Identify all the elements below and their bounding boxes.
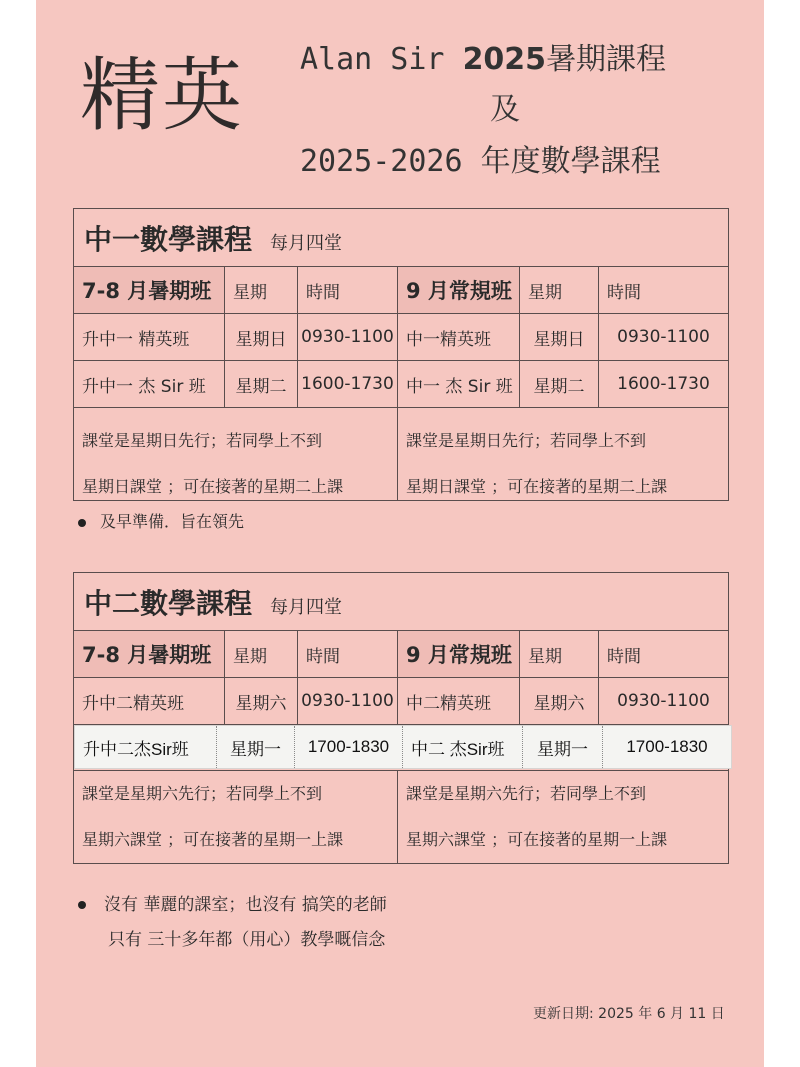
header-summer-class: 7-8 月暑期班 xyxy=(74,631,225,677)
class-time: 1700-1830 xyxy=(295,726,403,768)
form2-notes-row xyxy=(74,771,728,863)
table-row xyxy=(74,678,728,725)
table-row xyxy=(74,314,728,361)
class-weekday: 星期六 xyxy=(520,678,599,724)
header-time: 時間 xyxy=(298,267,398,313)
class-time: 0930-1100 xyxy=(617,691,710,711)
form2-subtitle: 每月四堂 xyxy=(270,597,343,618)
header-weekday: 星期 xyxy=(225,631,298,677)
form1-notes-row xyxy=(74,408,728,500)
heading-math-course: 年度數學課程 xyxy=(480,144,661,179)
class-time: 0930-1100 xyxy=(298,678,398,724)
header-weekday: 星期 xyxy=(520,631,599,677)
form1-table-title xyxy=(74,209,728,267)
form1-title: 中一數學課程 xyxy=(84,223,253,256)
note-line: 星期日課堂 ；可在接著的星期二上課 xyxy=(82,477,344,496)
class-weekday: 星期一 xyxy=(523,726,603,768)
class-name: 升中二精英班 xyxy=(74,678,225,724)
class-name: 中二精英班 xyxy=(398,678,520,724)
note-line: 星期日課堂 ；可在接著的星期二上課 xyxy=(406,477,668,496)
form1-note-summer xyxy=(74,408,398,500)
bullet-dot-icon xyxy=(78,901,86,909)
footer-line-2: 只有 三十多年都（用心）教學嘅信念 xyxy=(108,930,386,950)
form1-header-row xyxy=(74,267,728,314)
class-time: 0930-1100 xyxy=(617,327,710,347)
heading-summer-course: 暑期課程 xyxy=(546,42,667,77)
class-name: 中一 杰 Sir 班 xyxy=(398,361,520,407)
class-weekday: 星期六 xyxy=(225,678,298,724)
header-regular-class: 9 月常規班 xyxy=(398,267,520,313)
form2-table-title xyxy=(74,573,728,631)
form1-bullet-note xyxy=(78,509,244,532)
heading-line-2: 及 xyxy=(490,92,520,127)
form1-subtitle: 每月四堂 xyxy=(270,233,343,254)
class-name: 中二 杰Sir班 xyxy=(403,726,523,768)
note-line: 課堂是星期日先行；若同學上不到 xyxy=(82,431,323,450)
header-weekday: 星期 xyxy=(520,267,599,313)
heading-academic-years: 2025-2026 xyxy=(300,144,463,179)
form2-header-row xyxy=(74,631,728,678)
note-line: 星期六課堂 ；可在接著的星期一上課 xyxy=(82,830,344,849)
form2-note-summer xyxy=(74,771,398,863)
form1-note-regular xyxy=(398,408,722,500)
heading-line-1 xyxy=(300,40,666,80)
header-regular-class: 9 月常規班 xyxy=(398,631,520,677)
table-row xyxy=(74,361,728,408)
heading-line-3 xyxy=(300,140,661,184)
class-weekday: 星期二 xyxy=(225,361,298,407)
header-time: 時間 xyxy=(298,631,398,677)
note-line: 課堂是星期六先行；若同學上不到 xyxy=(406,784,647,803)
class-time: 1700-1830 xyxy=(626,737,708,756)
form2-course-table xyxy=(73,572,729,864)
note-line: 課堂是星期日先行；若同學上不到 xyxy=(406,431,647,450)
note-line: 課堂是星期六先行；若同學上不到 xyxy=(82,784,323,803)
note-line: 星期六課堂 ；可在接著的星期一上課 xyxy=(406,830,668,849)
footer-line-1: 沒有 華麗的課室；也沒有 搞笑的老師 xyxy=(104,895,387,915)
header-time: 時間 xyxy=(607,282,641,303)
class-time: 0930-1100 xyxy=(298,314,398,360)
header-weekday: 星期 xyxy=(225,267,298,313)
bullet-dot-icon xyxy=(78,519,86,527)
heading-year: 2025 xyxy=(462,42,547,77)
form2-title: 中二數學課程 xyxy=(84,587,253,620)
class-name: 中一精英班 xyxy=(398,314,520,360)
pasted-schedule-row xyxy=(75,726,731,768)
update-date: 更新日期: 2025 年 6 月 11 日 xyxy=(533,1006,725,1022)
class-name: 升中二杰Sir班 xyxy=(75,726,217,768)
class-name: 升中一 精英班 xyxy=(74,314,225,360)
footer-bullet xyxy=(78,890,387,915)
header-time: 時間 xyxy=(607,646,641,667)
class-time: 1600-1730 xyxy=(298,361,398,407)
heading-teacher-name: Alan Sir xyxy=(300,42,445,77)
class-weekday: 星期日 xyxy=(520,314,599,360)
class-name: 升中一 杰 Sir 班 xyxy=(74,361,225,407)
form1-course-table xyxy=(73,208,729,501)
logo-title: 精英 xyxy=(80,49,244,142)
form2-note-regular xyxy=(398,771,722,863)
form1-bullet-text: 及早準備．旨在領先 xyxy=(100,512,245,531)
header-summer-class: 7-8 月暑期班 xyxy=(74,267,225,313)
class-time: 1600-1730 xyxy=(617,374,710,394)
class-weekday: 星期一 xyxy=(217,726,295,768)
class-weekday: 星期二 xyxy=(520,361,599,407)
class-weekday: 星期日 xyxy=(225,314,298,360)
